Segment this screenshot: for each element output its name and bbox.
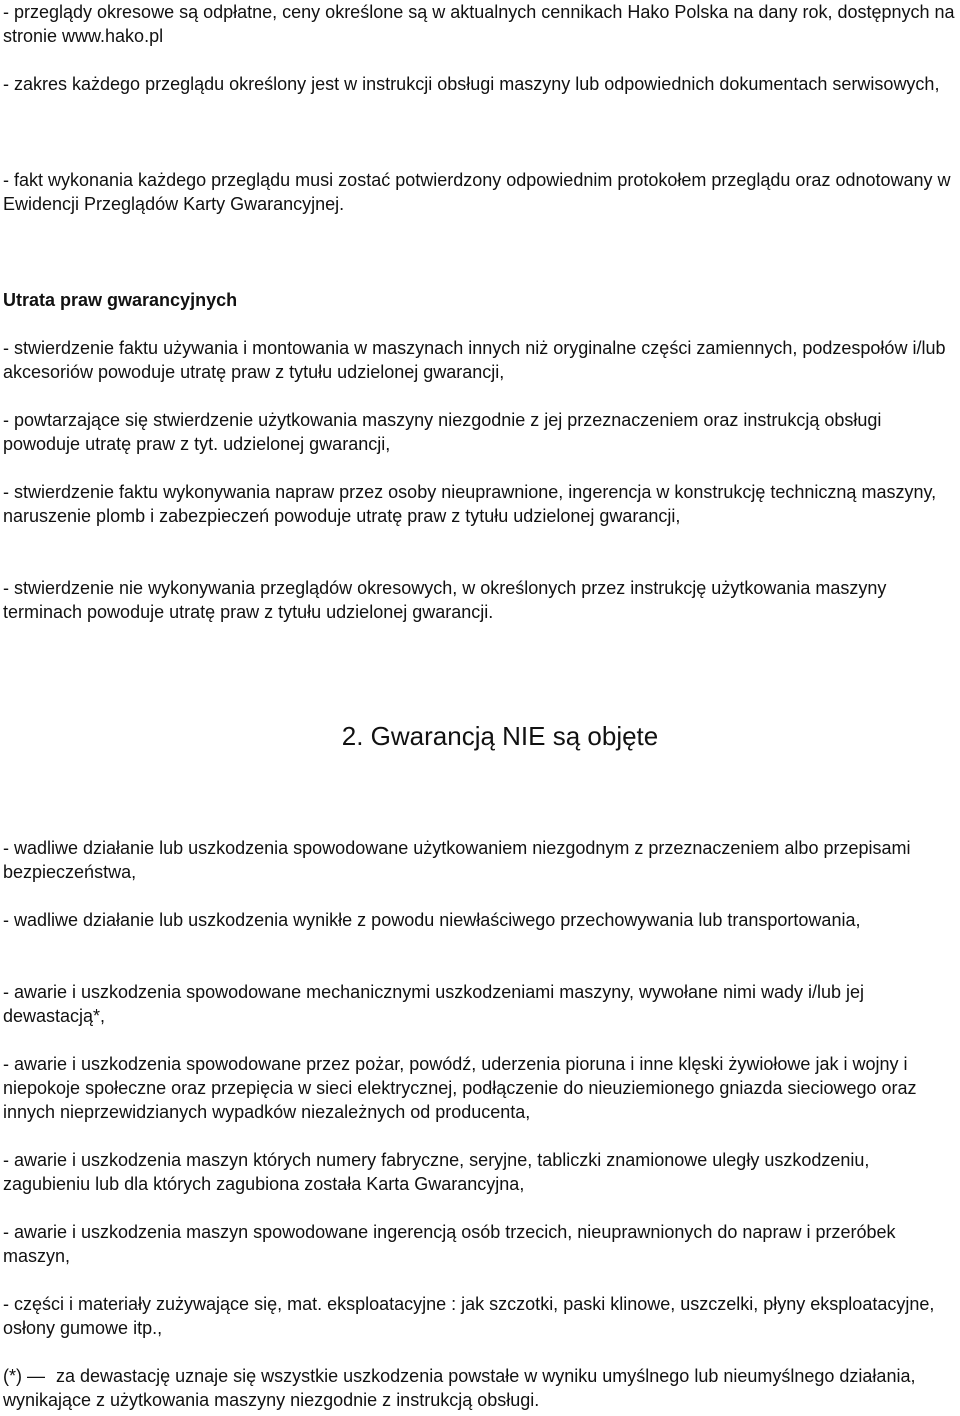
footnote-text: za dewastację uznaje się wszystkie uszkodzenia powstałe w wyniku umyślnego lub nieumyślnego działania, wynikające z użytkowania maszyny niezgodnie z instrukcją obsługi. (3, 1366, 916, 1410)
warranty-loss-item: - powtarzające się stwierdzenie użytkowania maszyny niezgodnie z jej przeznaczeniem oraz instrukcją obsługi powoduje utratę praw z tyt. udzielonej gwarancji, (3, 410, 882, 454)
exclusion-item: - awarie i uszkodzenia spowodowane przez pożar, powódź, uderzenia pioruna i inne klęski żywiołowe jak i wojny i niepokoje społeczne oraz przepięcia w sieci elektrycznej, podłączenie do nieuziemionego gniazda sieciowego oraz innych nieprzewidzianych wypadków niezależnych od producenta, (3, 1054, 917, 1122)
exclusions-section-title: 2. Gwarancją NIE są objęte (341, 721, 659, 751)
footnote-mark: (*) — (3, 1366, 45, 1386)
intro-paragraph-pricing: - przeglądy okresowe są odpłatne, ceny określone są w aktualnych cennikach Hako Polska na dany rok, dostępnych na stronie www.hako.pl (3, 2, 955, 46)
exclusion-item: - awarie i uszkodzenia maszyn spowodowane ingerencją osób trzecich, nieuprawnionych do napraw i przeróbek maszyn, (3, 1222, 896, 1266)
exclusion-item: - awarie i uszkodzenia spowodowane mechanicznymi uszkodzeniami maszyny, wywołane nimi wady i/lub jej dewastacją*, (3, 982, 865, 1026)
warranty-loss-item: - stwierdzenie faktu używania i montowania w maszynach innych niż oryginalne części zamiennych, podzespołów i/lub akcesoriów powoduje utratę praw z tytułu udzielonej gwarancji, (3, 338, 946, 382)
exclusion-item: - wadliwe działanie lub uszkodzenia spowodowane użytkowaniem niezgodnym z przeznaczeniem albo przepisami bezpieczeństwa, (3, 838, 911, 882)
intro-paragraph-scope: - zakres każdego przeglądu określony jest w instrukcji obsługi maszyny lub odpowiednich dokumentach serwisowych, (3, 74, 940, 94)
intro-paragraph-confirmation: - fakt wykonania każdego przeglądu musi zostać potwierdzony odpowiednim protokołem przeglądu oraz odnotowany w Ewidencji Przeglądów Karty Gwarancyjnej. (3, 170, 951, 214)
exclusion-item: - wadliwe działanie lub uszkodzenia wynikłe z powodu niewłaściwego przechowywania lub transportowania, (3, 910, 861, 930)
exclusion-item: - awarie i uszkodzenia maszyn których numery fabryczne, seryjne, tabliczki znamionowe uległy uszkodzeniu, zagubieniu lub dla których zagubiona została Karta Gwarancyjna, (3, 1150, 870, 1194)
warranty-loss-item: - stwierdzenie faktu wykonywania napraw przez osoby nieuprawnione, ingerencja w konstrukcję techniczną maszyny, naruszenie plomb i zabezpieczeń powoduje utratę praw z tytułu udzielonej gwarancji, (3, 482, 937, 526)
exclusion-item: - części i materiały zużywające się, mat. eksploatacyjne : jak szczotki, paski klinowe, uszczelki, płyny eksploatacyjne, osłony gumowe itp., (3, 1294, 935, 1338)
warranty-loss-heading: Utrata praw gwarancyjnych (3, 290, 238, 310)
warranty-loss-item: - stwierdzenie nie wykonywania przeglądów okresowych, w określonych przez instrukcję użytkowania maszyny terminach powoduje utratę praw z tytułu udzielonej gwarancji. (3, 578, 887, 622)
footnote (3, 1364, 955, 1412)
